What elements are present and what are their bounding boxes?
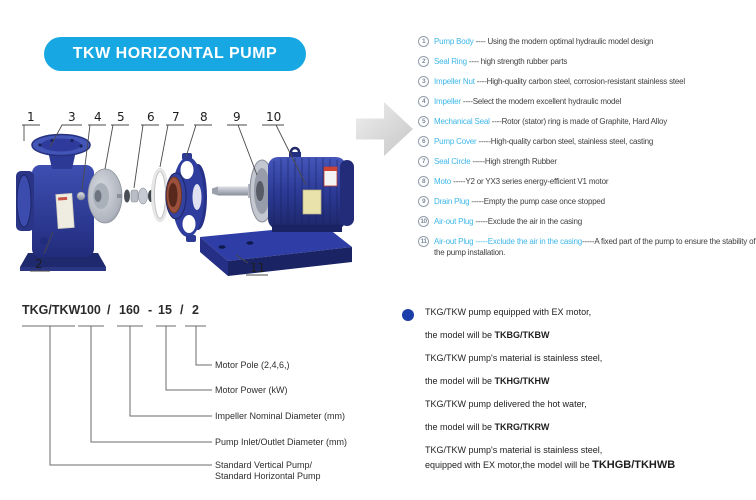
list-item bbox=[418, 236, 756, 258]
parts-list bbox=[418, 36, 756, 267]
model-variants-note bbox=[398, 306, 756, 482]
code-sep2: - bbox=[148, 303, 153, 317]
label-inlet-dia: Pump Inlet/Outlet Diameter (mm) bbox=[215, 437, 348, 447]
code-pole: 2 bbox=[192, 303, 199, 317]
label-impeller-dia: Impeller Nominal Diameter (mm) bbox=[215, 411, 346, 421]
label-motor-pole: Motor Pole (2,4,6,) bbox=[215, 360, 290, 370]
impeller-part bbox=[88, 169, 122, 223]
title-banner bbox=[44, 37, 306, 71]
breakdown-lines bbox=[22, 326, 212, 465]
list-item bbox=[418, 116, 756, 127]
mechanical-seal-part bbox=[117, 188, 154, 204]
callout-11: 11 bbox=[250, 261, 266, 275]
item-text: Air-out Plug -----Exclude the air in the casing bbox=[434, 217, 583, 226]
model-number-breakdown bbox=[20, 296, 360, 496]
item-text: Air-out Plug -----Exclude the air in the casing-----A fixed part of the pump to ensure the stability of the pump installation. bbox=[434, 237, 756, 257]
item-number-badge: 9 bbox=[418, 196, 429, 207]
callout-5: 5 bbox=[117, 110, 125, 124]
item-number-badge: 11 bbox=[418, 236, 429, 247]
bullet-icon bbox=[402, 309, 414, 321]
code-inlet: 100 bbox=[80, 303, 101, 317]
pump-exploded-diagram bbox=[10, 95, 420, 295]
item-number-badge: 7 bbox=[418, 156, 429, 167]
note-line: TKG/TKW pump's material is stainless steel, bbox=[425, 353, 603, 363]
callout-6: 6 bbox=[147, 110, 155, 124]
note-line: equipped with EX motor,the model will be TKHGB/TKHWB bbox=[425, 459, 676, 471]
note-line: TKG/TKW pump equipped with EX motor, bbox=[425, 307, 592, 317]
item-number-badge: 5 bbox=[418, 116, 429, 127]
callout-1: 1 bbox=[27, 110, 35, 124]
code-sep1: / bbox=[107, 303, 111, 317]
pump-body-label bbox=[56, 193, 74, 228]
item-text: Moto -----Y2 or YX3 series energy-efficient V1 motor bbox=[434, 177, 609, 186]
right-arrow-icon bbox=[356, 102, 413, 156]
item-text: Seal Ring ---- high strength rubber parts bbox=[434, 57, 568, 66]
item-number-badge: 1 bbox=[418, 36, 429, 47]
item-number-badge: 6 bbox=[418, 136, 429, 147]
note-lines bbox=[398, 306, 756, 471]
callout-10: 10 bbox=[266, 110, 282, 124]
note-line: TKG/TKW pump delivered the hot water, bbox=[425, 399, 587, 409]
note-line: the model will be TKHG/TKHW bbox=[425, 376, 550, 386]
list-item bbox=[418, 176, 756, 187]
code-series: TKG/TKW bbox=[22, 303, 81, 317]
breakdown-labels bbox=[215, 360, 347, 481]
motor-shaft-part bbox=[212, 184, 256, 198]
note-line: the model will be TKRG/TKRW bbox=[425, 422, 550, 432]
item-text: Pump Body ---- Using the modern optimal hydraulic model design bbox=[434, 37, 654, 46]
item-number-badge: 10 bbox=[418, 216, 429, 227]
item-text: Drain Plug -----Empty the pump case once stopped bbox=[434, 197, 605, 206]
label-pump-type-1: Standard Vertical Pump/ bbox=[215, 460, 313, 470]
list-item bbox=[418, 196, 756, 207]
list-item bbox=[418, 156, 756, 167]
item-number-badge: 3 bbox=[418, 76, 429, 87]
list-item bbox=[418, 96, 756, 107]
motor-part bbox=[250, 148, 354, 232]
list-item bbox=[418, 56, 756, 67]
item-number-badge: 2 bbox=[418, 56, 429, 67]
callout-3: 3 bbox=[68, 110, 76, 124]
callout-7: 7 bbox=[172, 110, 180, 124]
code-sep3: / bbox=[180, 303, 184, 317]
model-code bbox=[22, 303, 199, 317]
label-pump-type-2: Standard Horizontal Pump bbox=[215, 471, 321, 481]
callout-4: 4 bbox=[94, 110, 102, 124]
code-power: 15 bbox=[158, 303, 172, 317]
item-number-badge: 8 bbox=[418, 176, 429, 187]
label-motor-power: Motor Power (kW) bbox=[215, 385, 288, 395]
item-text: Seal Circle -----High strength Rubber bbox=[434, 157, 557, 166]
item-text: Mechanical Seal ----Rotor (stator) ring is made of Graphite, Hard Alloy bbox=[434, 117, 668, 126]
list-item bbox=[418, 76, 756, 87]
pump-cover-part bbox=[166, 153, 207, 242]
page-title: TKW HORIZONTAL PUMP bbox=[72, 45, 278, 62]
note-line: TKG/TKW pump's material is stainless steel, bbox=[425, 445, 603, 455]
item-number-badge: 4 bbox=[418, 96, 429, 107]
item-text: Impeller Nut ----High-quality carbon steel, corrosion-resistant stainless steel bbox=[434, 77, 685, 86]
list-item bbox=[418, 216, 756, 227]
callout-2: 2 bbox=[35, 257, 43, 271]
callout-8: 8 bbox=[200, 110, 208, 124]
list-item bbox=[418, 136, 756, 147]
note-line: the model will be TKBG/TKBW bbox=[425, 330, 550, 340]
impeller-nut-part bbox=[77, 192, 85, 200]
base-plate-part bbox=[200, 225, 352, 276]
item-text: Pump Cover -----High-quality carbon steel, stainless steel, casting bbox=[434, 137, 654, 146]
item-text: Impeller ----Select the modern excellent hydraulic model bbox=[434, 97, 622, 106]
motor-nameplate bbox=[303, 190, 321, 214]
list-item bbox=[418, 36, 756, 47]
code-impeller: 160 bbox=[119, 303, 140, 317]
motor-sticker bbox=[324, 167, 337, 186]
callout-9: 9 bbox=[233, 110, 241, 124]
